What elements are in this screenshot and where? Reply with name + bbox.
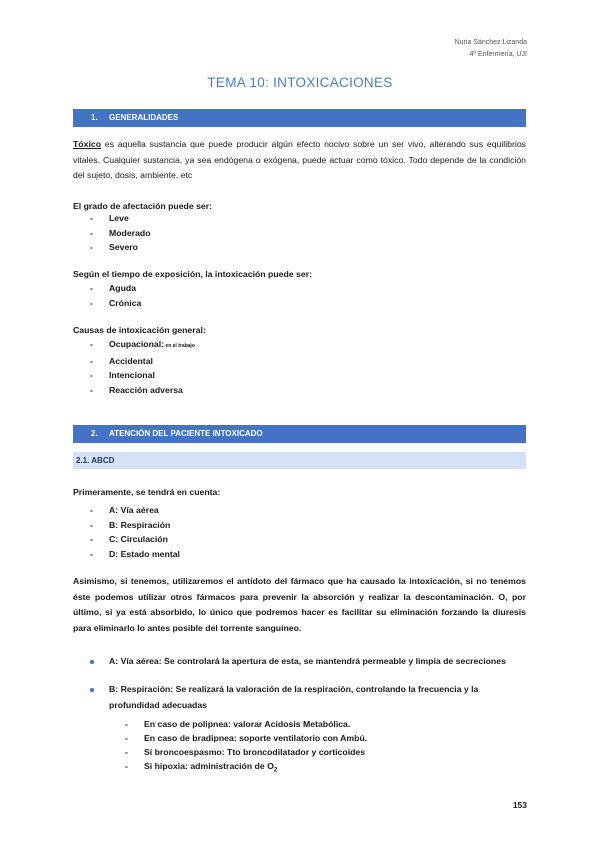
list-item: - C: Circulación	[90, 532, 180, 547]
section-1-heading	[73, 109, 526, 127]
section-2-number: 2.	[91, 429, 98, 438]
bullet-a-text: A: Vía aérea: Se controlará la apertura de esta, se mantendrá permeable y limpia de secreciones	[109, 656, 506, 666]
author-name: Nuria Sánchez Lizanda	[454, 39, 527, 46]
list-item: - D: Estado mental	[90, 547, 180, 562]
subsection-2-1-heading	[73, 452, 526, 469]
bullet-dot	[90, 660, 94, 664]
list-item: - En caso de bradipnea: soporte ventilatorio con Ambú.	[125, 731, 367, 745]
primeramente-label: Primeramente, se tendrá en cuenta:	[73, 487, 221, 497]
intro-text: es aquella sustancia que puede producir algún efecto nocivo sobre un ser vivo, alterando sus equilibrios vitales. Cualquier sustancia, ya sea endógena o exógena, puede actuar como tóxico. Todo depende de la condición del sujeto, dosis, ambiente, etc	[73, 139, 526, 180]
hipoxia-text: Si hipoxia: administración de O	[144, 761, 274, 771]
section-2-heading	[73, 425, 526, 443]
grado-list	[90, 211, 151, 255]
author-header	[455, 37, 527, 61]
list-item: - En caso de polipnea: valorar Acidosis Metabólica.	[125, 717, 367, 731]
causa-ocupacional-note: en el trabajo	[164, 343, 195, 349]
respiracion-sublist	[125, 717, 367, 778]
oxygen-subscript: 2	[273, 767, 278, 774]
section-1-title: GENERALIDADES	[109, 113, 179, 122]
bullet-b-text: B: Respiración: Se realizará la valoración de la respiración, controlando la frecuencia y la profundidad adecuadas	[109, 684, 479, 710]
list-item: - Intencional	[90, 368, 195, 383]
antidoto-paragraph: Asimismo, si tenemos, utilizaremos el antídoto del fármaco que ha causado la intoxicación, si no tenemos éste podemos utilizar otros fármacos para prevenir la absorción y realizar la descontaminación. O, por último, si ya está absorbido, lo único que podremos hacer es facilitar su eliminación forzando la diuresis para eliminarlo lo antes posible del torrente sanguíneo.	[73, 576, 526, 633]
list-item: - Accidental	[90, 354, 195, 369]
causas-list	[90, 337, 195, 397]
section-1-number: 1.	[91, 113, 98, 122]
list-item: - Leve	[90, 211, 151, 226]
tiempo-list	[90, 281, 141, 310]
causas-label: Causas de intoxicación general:	[73, 325, 206, 335]
grado-label: El grado de afectación puede ser:	[73, 201, 213, 211]
list-item	[125, 759, 367, 778]
page-number: 153	[512, 800, 527, 810]
page-title: TEMA 10: INTOXICACIONES	[207, 75, 393, 90]
subsection-2-1-title: 2.1. ABCD	[76, 456, 115, 465]
course-name: 4º Enfermería, UJI	[469, 51, 527, 58]
list-item: - Reacción adversa	[90, 383, 195, 398]
list-item	[90, 337, 195, 354]
list-item: - Crónica	[90, 296, 141, 311]
list-item: - B: Respiración	[90, 518, 180, 533]
causa-ocupacional: Ocupacional:	[109, 339, 165, 349]
intro-paragraph	[73, 137, 526, 184]
list-item: - Severo	[90, 240, 151, 255]
term-toxico: Tóxico	[73, 139, 101, 149]
tiempo-label: Según el tiempo de exposición, la intoxicación puede ser:	[73, 269, 312, 279]
bullet-dot	[90, 688, 94, 692]
list-item: - Aguda	[90, 281, 141, 296]
list-item: - Moderado	[90, 226, 151, 241]
list-item: - Si broncoespasmo: Tto broncodilatador y corticoides	[125, 745, 367, 759]
abcd-list	[90, 503, 180, 561]
list-item: - A: Vía aérea	[90, 503, 180, 518]
section-2-title: ATENCIÓN DEL PACIENTE INTOXICADO	[109, 429, 263, 438]
